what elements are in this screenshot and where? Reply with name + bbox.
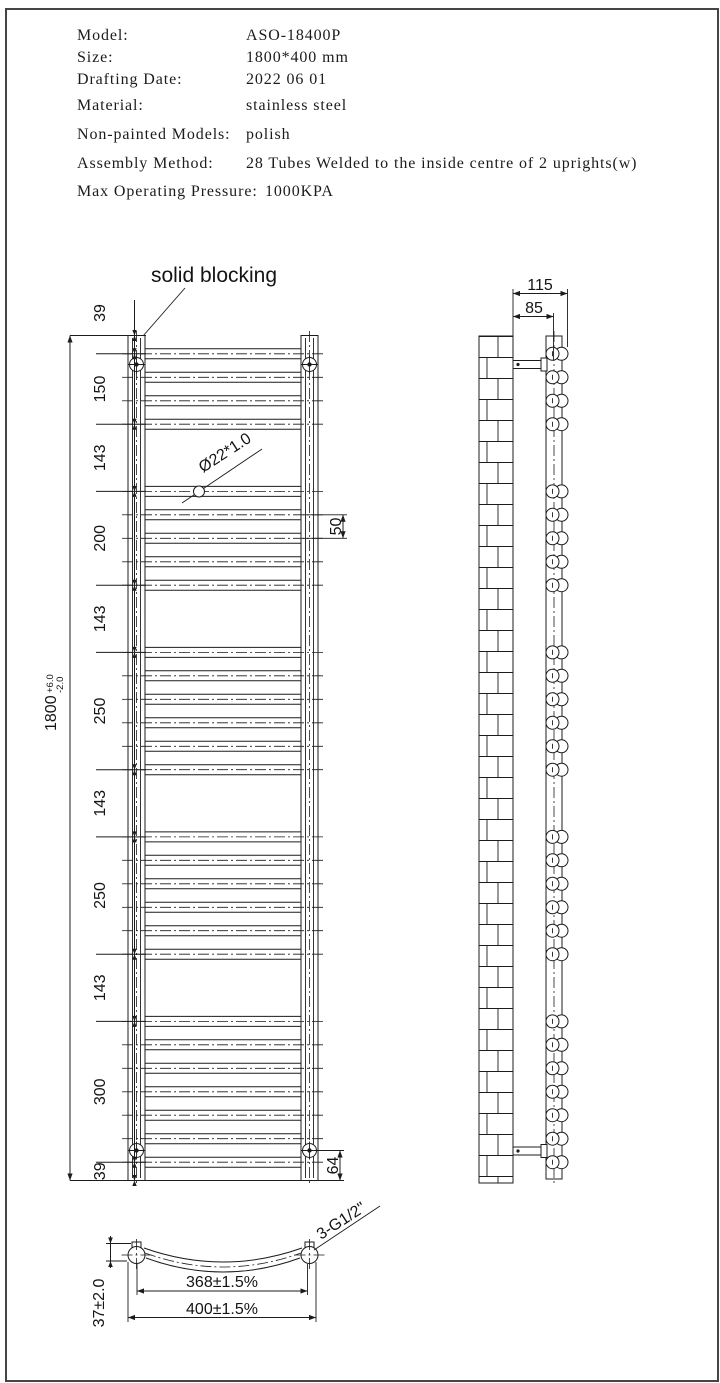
- spec-value: 28 Tubes Welded to the inside centre of 2 uprights(w): [246, 155, 638, 172]
- wall-bracket-plate: [541, 1145, 547, 1158]
- bracket-center-dot: [307, 1148, 311, 1152]
- dim-arrow: [513, 314, 520, 319]
- tube-spec-label: Ø22*1.0: [195, 430, 255, 477]
- spec-value: 1000KPA: [265, 183, 334, 200]
- spec-value: 2022 06 01: [246, 71, 327, 88]
- dim-chain-label: 143: [92, 789, 109, 817]
- bracket-center-dot: [307, 362, 311, 366]
- dim-chain-label: 143: [92, 444, 109, 472]
- spec-label: Material:: [77, 97, 144, 114]
- connection-thread-label: 3-G1/2": [313, 1199, 369, 1244]
- dim-arrow: [132, 330, 136, 336]
- dim-arrow: [108, 1238, 113, 1244]
- bottom-overall-width-label: 400±1.5%: [186, 1301, 258, 1318]
- dim-arrow: [67, 1174, 72, 1181]
- dim-chain-label: 300: [92, 1078, 109, 1106]
- spec-label: Drafting Date:: [77, 71, 183, 88]
- dim-chain-label: 250: [92, 697, 109, 725]
- spec-value: polish: [246, 126, 291, 143]
- dim-arrow: [561, 291, 568, 296]
- tube-pitch-label: 50: [328, 517, 345, 536]
- tube-spec-balloon: [194, 486, 205, 497]
- solid-blocking-label: solid blocking: [150, 264, 278, 287]
- dim-chain-label: 250: [92, 882, 109, 909]
- spec-label: Model:: [77, 27, 129, 44]
- dim-arrow: [108, 1261, 113, 1267]
- spec-label: Max Operating Pressure:: [77, 183, 258, 200]
- spec-label: Size:: [77, 49, 114, 66]
- wall-bracket-plate: [541, 358, 547, 371]
- dim-arrow: [67, 336, 72, 343]
- dim-arrow: [513, 291, 520, 296]
- spec-value: ASO-18400P: [246, 27, 342, 44]
- spec-label: Non-painted Models:: [77, 126, 231, 143]
- generated-geometry: [67, 288, 568, 1322]
- spec-value: stainless steel: [246, 97, 348, 114]
- dim-arrow: [547, 314, 554, 319]
- dim-chain-label: 150: [92, 375, 109, 403]
- bracket-offset-label: 64: [325, 1156, 342, 1175]
- tolerance-plus: +6.0: [45, 674, 56, 693]
- wall-bracket-dot: [516, 1149, 519, 1152]
- dim-arrow: [132, 1181, 136, 1187]
- spec-value: 1800*400 mm: [246, 49, 349, 66]
- side-depth-label: 115: [527, 277, 553, 294]
- dim-arrow: [309, 1315, 316, 1320]
- solid-blocking-leader: [143, 288, 185, 336]
- side-wall-offset-label: 85: [525, 300, 543, 317]
- spec-label: Assembly Method:: [77, 155, 214, 172]
- dim-arrow: [301, 1288, 308, 1293]
- wall-section: [479, 336, 513, 1183]
- dim-arrow: [337, 1151, 342, 1158]
- dim-arrow: [128, 1315, 135, 1320]
- dim-chain-label: 39: [92, 304, 109, 322]
- overall-height-value: 1800: [43, 695, 60, 731]
- overall-height-dim-label: [43, 674, 66, 731]
- dim-arrow: [137, 1288, 144, 1293]
- dim-chain-label: 143: [92, 605, 109, 633]
- bottom-centres-width-label: 368±1.5%: [186, 1274, 258, 1291]
- dim-chain-label: 143: [92, 974, 109, 1002]
- dim-chain-label: 200: [92, 524, 109, 552]
- tolerance-minus: -2.0: [55, 676, 66, 693]
- dim-chain-label: 39: [92, 1162, 109, 1181]
- wall-bracket-dot: [516, 363, 519, 366]
- bottom-depth-label: 37±2.0: [91, 1278, 108, 1328]
